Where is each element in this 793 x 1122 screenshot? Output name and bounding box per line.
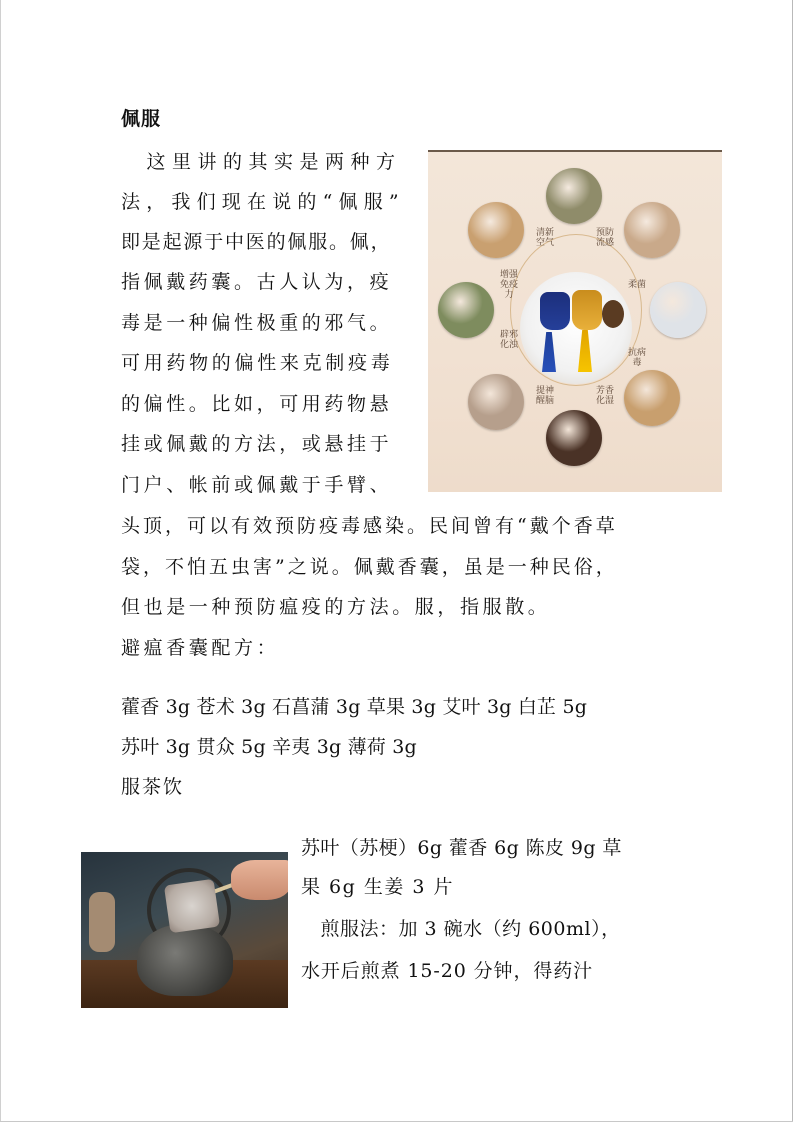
paragraph-line: 指佩戴药囊。古人认为，疫 [121, 271, 393, 293]
paragraph-line: 可用药物的偏性来克制疫毒 [121, 352, 394, 374]
paragraph-line: 这里讲的其实是两种方 [121, 151, 402, 173]
paragraph-line: 法，我们现在说的“佩服” [121, 191, 405, 213]
formula-line: 苏叶 3g 贯众 5g 辛夷 3g 薄荷 3g [121, 736, 417, 758]
herb-image [650, 282, 706, 338]
blue-tassel [542, 332, 556, 372]
herb-image [546, 168, 602, 224]
tea-title: 服茶饮 [121, 776, 185, 798]
herb-label: 柔菌 [627, 280, 646, 290]
herb-label: 芳香化湿 [595, 386, 614, 406]
herb-image [468, 202, 524, 258]
herb-label: 增强免疫力 [499, 270, 518, 300]
herb-label: 提神醒脑 [535, 386, 554, 406]
herb-label: 抗病毒 [627, 348, 646, 368]
gold-sachet [572, 290, 602, 330]
herb-image [438, 282, 494, 338]
paragraph-line: 毒是一种偏性极重的邪气。 [121, 312, 393, 334]
tea-line: 煎服法：加 3 碗水（约 600ml）， [301, 918, 621, 940]
tea-line: 苏叶（苏梗）6g 藿香 6g 陈皮 9g 草 [301, 837, 622, 859]
paragraph-line: 挂或佩戴的方法，或悬挂于 [121, 433, 393, 455]
iron-teapot [137, 924, 233, 996]
formula-line: 藿香 3g 苍术 3g 石菖蒲 3g 草果 3g 艾叶 3g 白芷 5g [121, 696, 588, 718]
herb-label: 预防流感 [595, 228, 614, 248]
formula-title: 避瘟香囊配方： [121, 637, 280, 659]
vase [89, 892, 115, 952]
paragraph-line: 即是起源于中医的佩服。佩， [121, 231, 392, 253]
section-heading: 佩服 [121, 108, 162, 130]
herb-image [546, 410, 602, 466]
tea-line: 水开后煎煮 15-20 分钟，得药汁 [301, 960, 594, 982]
herb-image [624, 202, 680, 258]
yellow-tassel [578, 330, 592, 372]
paragraph-line: 袋，不怕五虫害”之说。佩戴香囊，虽是一种民俗， [121, 556, 618, 578]
herb-sachet-figure [428, 150, 722, 492]
paragraph-line: 但也是一种预防瘟疫的方法。服，指服散。 [121, 596, 551, 618]
paragraph-line: 头顶，可以有效预防疫毒感染。民间曾有“戴个香草 [121, 515, 618, 537]
page-edge-left [0, 0, 1, 1122]
sachet-photo [520, 272, 632, 384]
tea-line: 果 6g 生姜 3 片 [301, 876, 454, 898]
hand [231, 860, 288, 900]
brown-sachet [602, 300, 624, 328]
paragraph-line: 的偏性。比如，可用药物悬 [121, 393, 393, 415]
teapot-photo [81, 852, 288, 1008]
herb-label: 辟邪化浊 [499, 330, 518, 350]
herb-image [468, 374, 524, 430]
herb-label: 清新空气 [535, 228, 554, 248]
paragraph-line: 门户、帐前或佩戴于手臂、 [121, 474, 393, 496]
herb-tea-bag [164, 879, 220, 933]
herb-image [624, 370, 680, 426]
blue-sachet [540, 292, 570, 330]
